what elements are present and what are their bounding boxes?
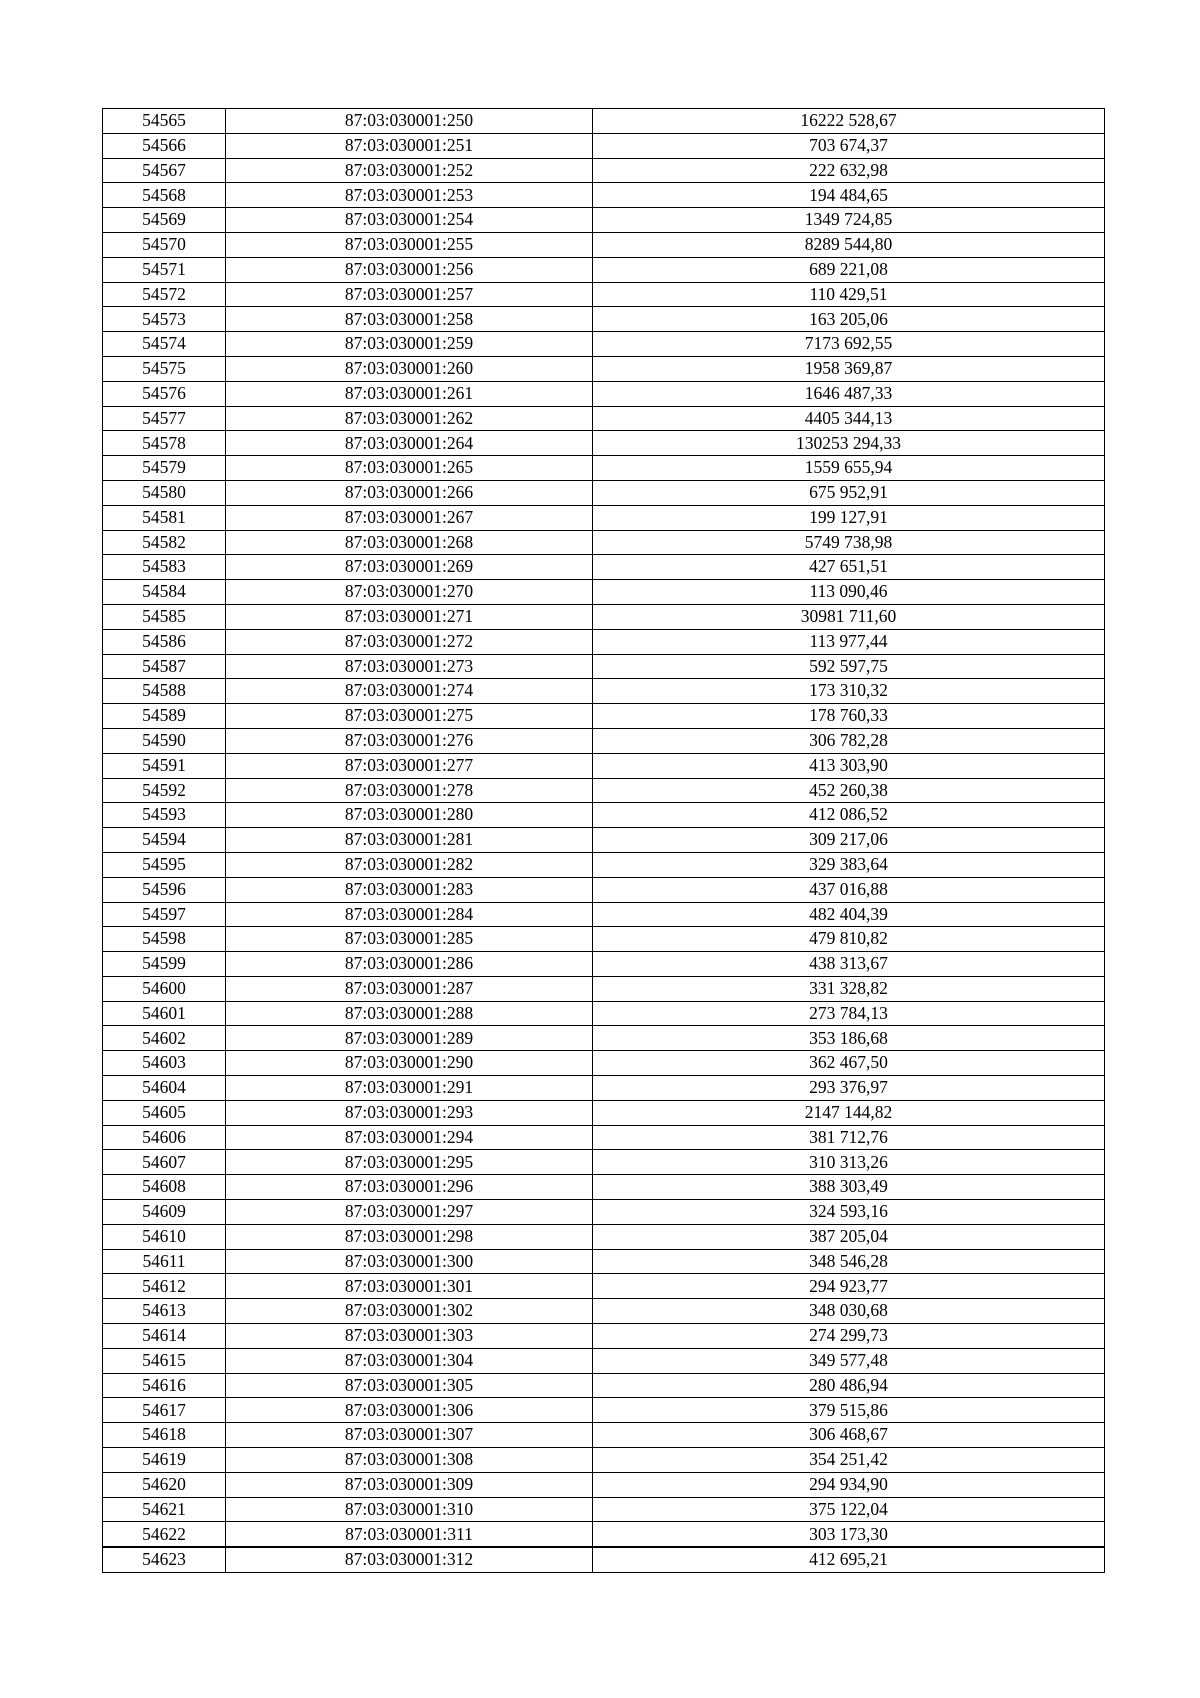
- row-number-cell: 54587: [103, 654, 226, 679]
- row-number-cell: 54620: [103, 1472, 226, 1497]
- table-row: [103, 431, 1105, 456]
- value-cell: 110 429,51: [593, 282, 1105, 307]
- row-number-cell: 54598: [103, 927, 226, 952]
- row-number-cell: 54606: [103, 1125, 226, 1150]
- row-number-cell: 54592: [103, 778, 226, 803]
- value-cell: 348 030,68: [593, 1299, 1105, 1324]
- cadastral-number-cell: 87:03:030001:250: [226, 109, 593, 134]
- cadastral-number-cell: 87:03:030001:287: [226, 976, 593, 1001]
- value-cell: 306 782,28: [593, 728, 1105, 753]
- row-number-cell: 54565: [103, 109, 226, 134]
- row-number-cell: 54605: [103, 1100, 226, 1125]
- table-row: [103, 1125, 1105, 1150]
- value-cell: 375 122,04: [593, 1497, 1105, 1522]
- value-cell: 294 923,77: [593, 1274, 1105, 1299]
- row-number-cell: 54569: [103, 208, 226, 233]
- value-cell: 222 632,98: [593, 158, 1105, 183]
- table-row: [103, 530, 1105, 555]
- row-number-cell: 54590: [103, 728, 226, 753]
- cadastral-number-cell: 87:03:030001:289: [226, 1026, 593, 1051]
- row-number-cell: 54570: [103, 232, 226, 257]
- table-row: [103, 1076, 1105, 1101]
- value-cell: 1349 724,85: [593, 208, 1105, 233]
- value-cell: 303 173,30: [593, 1522, 1105, 1547]
- cadastral-number-cell: 87:03:030001:275: [226, 704, 593, 729]
- cadastral-number-cell: 87:03:030001:272: [226, 629, 593, 654]
- cadastral-number-cell: 87:03:030001:294: [226, 1125, 593, 1150]
- table-row: [103, 356, 1105, 381]
- table-row: [103, 1423, 1105, 1448]
- cadastral-number-cell: 87:03:030001:307: [226, 1423, 593, 1448]
- row-number-cell: 54613: [103, 1299, 226, 1324]
- cadastral-number-cell: 87:03:030001:259: [226, 332, 593, 357]
- value-cell: 381 712,76: [593, 1125, 1105, 1150]
- table-row: [103, 1249, 1105, 1274]
- value-cell: 113 090,46: [593, 580, 1105, 605]
- row-number-cell: 54578: [103, 431, 226, 456]
- row-number-cell: 54615: [103, 1348, 226, 1373]
- table-row: [103, 1348, 1105, 1373]
- table-row: [103, 1448, 1105, 1473]
- cadastral-number-cell: 87:03:030001:310: [226, 1497, 593, 1522]
- table-row: [103, 704, 1105, 729]
- table-row: [103, 183, 1105, 208]
- value-cell: 438 313,67: [593, 952, 1105, 977]
- value-cell: 437 016,88: [593, 877, 1105, 902]
- value-cell: 294 934,90: [593, 1472, 1105, 1497]
- table-row: [103, 679, 1105, 704]
- value-cell: 1646 487,33: [593, 381, 1105, 406]
- table-row: [103, 852, 1105, 877]
- value-cell: 194 484,65: [593, 183, 1105, 208]
- table-row: [103, 1398, 1105, 1423]
- cadastral-number-cell: 87:03:030001:268: [226, 530, 593, 555]
- row-number-cell: 54580: [103, 480, 226, 505]
- value-cell: 8289 544,80: [593, 232, 1105, 257]
- row-number-cell: 54577: [103, 406, 226, 431]
- table-row: [103, 257, 1105, 282]
- cadastral-number-cell: 87:03:030001:270: [226, 580, 593, 605]
- value-cell: 349 577,48: [593, 1348, 1105, 1373]
- value-cell: 354 251,42: [593, 1448, 1105, 1473]
- table-row: [103, 505, 1105, 530]
- value-cell: 482 404,39: [593, 902, 1105, 927]
- row-number-cell: 54623: [103, 1547, 226, 1572]
- value-cell: 4405 344,13: [593, 406, 1105, 431]
- row-number-cell: 54608: [103, 1175, 226, 1200]
- table-row: [103, 1026, 1105, 1051]
- cadastral-number-cell: 87:03:030001:301: [226, 1274, 593, 1299]
- value-cell: 280 486,94: [593, 1373, 1105, 1398]
- cadastral-number-cell: 87:03:030001:281: [226, 828, 593, 853]
- cadastral-number-cell: 87:03:030001:308: [226, 1448, 593, 1473]
- cadastral-number-cell: 87:03:030001:269: [226, 555, 593, 580]
- table-row: [103, 1001, 1105, 1026]
- table-row: [103, 1299, 1105, 1324]
- row-number-cell: 54602: [103, 1026, 226, 1051]
- cadastral-number-cell: 87:03:030001:302: [226, 1299, 593, 1324]
- value-cell: 178 760,33: [593, 704, 1105, 729]
- cadastral-number-cell: 87:03:030001:304: [226, 1348, 593, 1373]
- cadastral-number-cell: 87:03:030001:255: [226, 232, 593, 257]
- cadastral-number-cell: 87:03:030001:297: [226, 1200, 593, 1225]
- value-cell: 388 303,49: [593, 1175, 1105, 1200]
- row-number-cell: 54619: [103, 1448, 226, 1473]
- row-number-cell: 54611: [103, 1249, 226, 1274]
- value-cell: 274 299,73: [593, 1324, 1105, 1349]
- value-cell: 30981 711,60: [593, 604, 1105, 629]
- cadastral-number-cell: 87:03:030001:286: [226, 952, 593, 977]
- cadastral-number-cell: 87:03:030001:284: [226, 902, 593, 927]
- row-number-cell: 54588: [103, 679, 226, 704]
- row-number-cell: 54594: [103, 828, 226, 853]
- value-cell: 130253 294,33: [593, 431, 1105, 456]
- cadastral-number-cell: 87:03:030001:266: [226, 480, 593, 505]
- row-number-cell: 54617: [103, 1398, 226, 1423]
- table-row: [103, 927, 1105, 952]
- value-cell: 309 217,06: [593, 828, 1105, 853]
- cadastral-number-cell: 87:03:030001:296: [226, 1175, 593, 1200]
- value-cell: 324 593,16: [593, 1200, 1105, 1225]
- table-row: [103, 753, 1105, 778]
- row-number-cell: 54582: [103, 530, 226, 555]
- row-number-cell: 54591: [103, 753, 226, 778]
- value-cell: 2147 144,82: [593, 1100, 1105, 1125]
- table-row: [103, 1472, 1105, 1497]
- cadastral-number-cell: 87:03:030001:273: [226, 654, 593, 679]
- row-number-cell: 54575: [103, 356, 226, 381]
- cadastral-number-cell: 87:03:030001:252: [226, 158, 593, 183]
- value-cell: 1559 655,94: [593, 456, 1105, 481]
- table-row: [103, 654, 1105, 679]
- table-row: [103, 580, 1105, 605]
- row-number-cell: 54600: [103, 976, 226, 1001]
- row-number-cell: 54567: [103, 158, 226, 183]
- table-row: [103, 480, 1105, 505]
- value-cell: 362 467,50: [593, 1051, 1105, 1076]
- value-cell: 592 597,75: [593, 654, 1105, 679]
- cadastral-number-cell: 87:03:030001:256: [226, 257, 593, 282]
- value-cell: 310 313,26: [593, 1150, 1105, 1175]
- cadastral-number-cell: 87:03:030001:282: [226, 852, 593, 877]
- row-number-cell: 54603: [103, 1051, 226, 1076]
- cadastral-number-cell: 87:03:030001:262: [226, 406, 593, 431]
- cadastral-number-cell: 87:03:030001:306: [226, 1398, 593, 1423]
- row-number-cell: 54593: [103, 803, 226, 828]
- row-number-cell: 54568: [103, 183, 226, 208]
- table-row: [103, 381, 1105, 406]
- table-row: [103, 1373, 1105, 1398]
- table-row: [103, 332, 1105, 357]
- row-number-cell: 54576: [103, 381, 226, 406]
- cadastral-number-cell: 87:03:030001:312: [226, 1547, 593, 1572]
- row-number-cell: 54612: [103, 1274, 226, 1299]
- cadastral-value-table: [102, 108, 1105, 1573]
- cadastral-number-cell: 87:03:030001:267: [226, 505, 593, 530]
- row-number-cell: 54616: [103, 1373, 226, 1398]
- table-row: [103, 902, 1105, 927]
- row-number-cell: 54607: [103, 1150, 226, 1175]
- cadastral-number-cell: 87:03:030001:257: [226, 282, 593, 307]
- row-number-cell: 54585: [103, 604, 226, 629]
- row-number-cell: 54621: [103, 1497, 226, 1522]
- table-row: [103, 208, 1105, 233]
- cadastral-number-cell: 87:03:030001:264: [226, 431, 593, 456]
- value-cell: 329 383,64: [593, 852, 1105, 877]
- table-row: [103, 456, 1105, 481]
- row-number-cell: 54599: [103, 952, 226, 977]
- cadastral-number-cell: 87:03:030001:261: [226, 381, 593, 406]
- cadastral-number-cell: 87:03:030001:254: [226, 208, 593, 233]
- cadastral-number-cell: 87:03:030001:276: [226, 728, 593, 753]
- value-cell: 387 205,04: [593, 1224, 1105, 1249]
- value-cell: 331 328,82: [593, 976, 1105, 1001]
- cadastral-number-cell: 87:03:030001:274: [226, 679, 593, 704]
- value-cell: 479 810,82: [593, 927, 1105, 952]
- cadastral-number-cell: 87:03:030001:253: [226, 183, 593, 208]
- cadastral-number-cell: 87:03:030001:305: [226, 1373, 593, 1398]
- value-cell: 293 376,97: [593, 1076, 1105, 1101]
- cadastral-number-cell: 87:03:030001:258: [226, 307, 593, 332]
- cadastral-number-cell: 87:03:030001:277: [226, 753, 593, 778]
- cadastral-number-cell: 87:03:030001:300: [226, 1249, 593, 1274]
- row-number-cell: 54601: [103, 1001, 226, 1026]
- value-cell: 413 303,90: [593, 753, 1105, 778]
- row-number-cell: 54566: [103, 133, 226, 158]
- table-body: [103, 109, 1105, 1573]
- table-row: [103, 307, 1105, 332]
- value-cell: 199 127,91: [593, 505, 1105, 530]
- value-cell: 427 651,51: [593, 555, 1105, 580]
- cadastral-number-cell: 87:03:030001:295: [226, 1150, 593, 1175]
- table-row: [103, 1200, 1105, 1225]
- table-row: [103, 1274, 1105, 1299]
- table-row: [103, 1175, 1105, 1200]
- table-row: [103, 1497, 1105, 1522]
- cadastral-number-cell: 87:03:030001:280: [226, 803, 593, 828]
- value-cell: 452 260,38: [593, 778, 1105, 803]
- row-number-cell: 54571: [103, 257, 226, 282]
- table-row: [103, 158, 1105, 183]
- row-number-cell: 54583: [103, 555, 226, 580]
- table-row: [103, 976, 1105, 1001]
- value-cell: 703 674,37: [593, 133, 1105, 158]
- table-row: [103, 1100, 1105, 1125]
- cadastral-number-cell: 87:03:030001:251: [226, 133, 593, 158]
- cadastral-number-cell: 87:03:030001:271: [226, 604, 593, 629]
- row-number-cell: 54614: [103, 1324, 226, 1349]
- row-number-cell: 54610: [103, 1224, 226, 1249]
- cadastral-number-cell: 87:03:030001:293: [226, 1100, 593, 1125]
- table-row: [103, 952, 1105, 977]
- value-cell: 16222 528,67: [593, 109, 1105, 134]
- value-cell: 689 221,08: [593, 257, 1105, 282]
- cadastral-number-cell: 87:03:030001:278: [226, 778, 593, 803]
- value-cell: 7173 692,55: [593, 332, 1105, 357]
- cadastral-number-cell: 87:03:030001:288: [226, 1001, 593, 1026]
- value-cell: 353 186,68: [593, 1026, 1105, 1051]
- value-cell: 5749 738,98: [593, 530, 1105, 555]
- cadastral-number-cell: 87:03:030001:303: [226, 1324, 593, 1349]
- value-cell: 273 784,13: [593, 1001, 1105, 1026]
- row-number-cell: 54604: [103, 1076, 226, 1101]
- cadastral-number-cell: 87:03:030001:283: [226, 877, 593, 902]
- row-number-cell: 54581: [103, 505, 226, 530]
- table-row: [103, 1150, 1105, 1175]
- table-row: [103, 555, 1105, 580]
- table-row: [103, 406, 1105, 431]
- cadastral-number-cell: 87:03:030001:298: [226, 1224, 593, 1249]
- table-row: [103, 282, 1105, 307]
- row-number-cell: 54618: [103, 1423, 226, 1448]
- row-number-cell: 54589: [103, 704, 226, 729]
- value-cell: 306 468,67: [593, 1423, 1105, 1448]
- table-row: [103, 604, 1105, 629]
- table-row: [103, 728, 1105, 753]
- table-row: [103, 877, 1105, 902]
- value-cell: 348 546,28: [593, 1249, 1105, 1274]
- table-row: [103, 1522, 1105, 1547]
- table-row: [103, 828, 1105, 853]
- cadastral-number-cell: 87:03:030001:290: [226, 1051, 593, 1076]
- table-row: [103, 133, 1105, 158]
- table-row: [103, 803, 1105, 828]
- row-number-cell: 54573: [103, 307, 226, 332]
- value-cell: 412 086,52: [593, 803, 1105, 828]
- table-row: [103, 109, 1105, 134]
- row-number-cell: 54597: [103, 902, 226, 927]
- cadastral-number-cell: 87:03:030001:291: [226, 1076, 593, 1101]
- row-number-cell: 54579: [103, 456, 226, 481]
- cadastral-number-cell: 87:03:030001:260: [226, 356, 593, 381]
- table-row: [103, 1324, 1105, 1349]
- value-cell: 163 205,06: [593, 307, 1105, 332]
- table-row: [103, 629, 1105, 654]
- cadastral-number-cell: 87:03:030001:285: [226, 927, 593, 952]
- value-cell: 675 952,91: [593, 480, 1105, 505]
- row-number-cell: 54622: [103, 1522, 226, 1547]
- cadastral-number-cell: 87:03:030001:265: [226, 456, 593, 481]
- cadastral-number-cell: 87:03:030001:311: [226, 1522, 593, 1547]
- table-row: [103, 778, 1105, 803]
- value-cell: 1958 369,87: [593, 356, 1105, 381]
- value-cell: 412 695,21: [593, 1547, 1105, 1572]
- value-cell: 379 515,86: [593, 1398, 1105, 1423]
- row-number-cell: 54572: [103, 282, 226, 307]
- table-row: [103, 1224, 1105, 1249]
- cadastral-number-cell: 87:03:030001:309: [226, 1472, 593, 1497]
- table-row: [103, 1547, 1105, 1572]
- table-row: [103, 232, 1105, 257]
- row-number-cell: 54574: [103, 332, 226, 357]
- row-number-cell: 54609: [103, 1200, 226, 1225]
- value-cell: 113 977,44: [593, 629, 1105, 654]
- row-number-cell: 54586: [103, 629, 226, 654]
- row-number-cell: 54596: [103, 877, 226, 902]
- row-number-cell: 54584: [103, 580, 226, 605]
- value-cell: 173 310,32: [593, 679, 1105, 704]
- row-number-cell: 54595: [103, 852, 226, 877]
- table-row: [103, 1051, 1105, 1076]
